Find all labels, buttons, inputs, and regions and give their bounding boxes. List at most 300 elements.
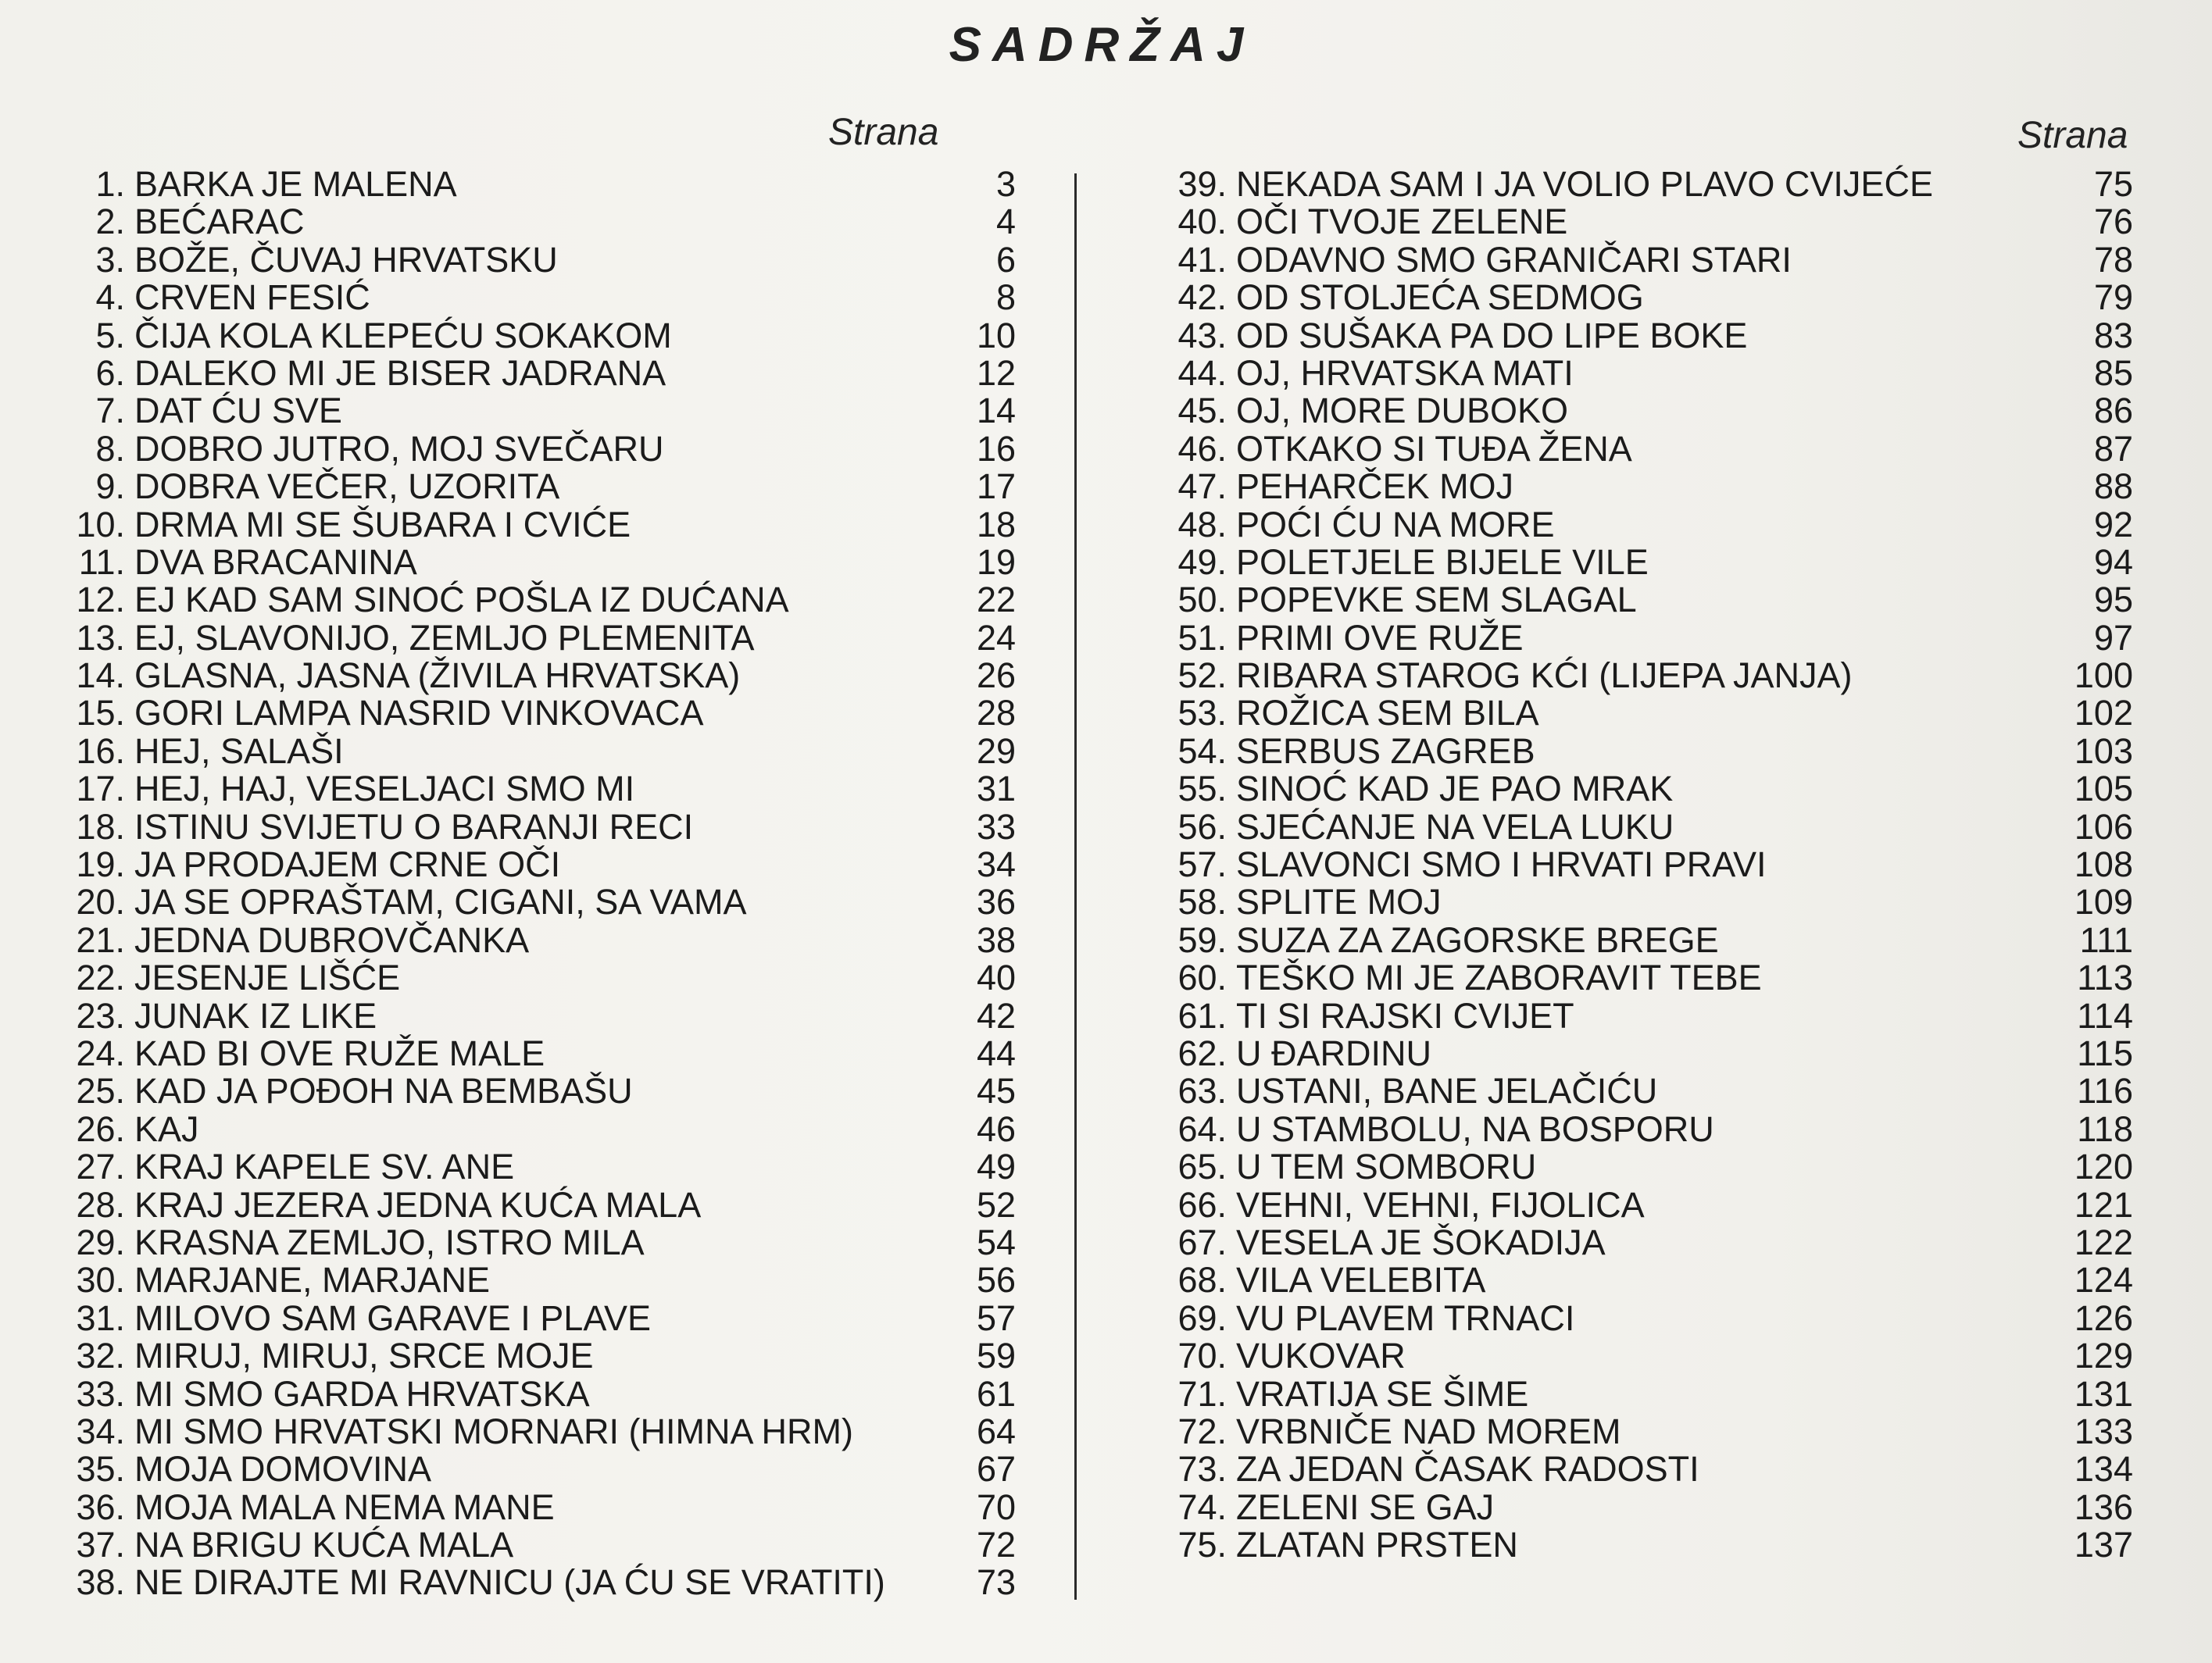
toc-entry <box>1156 846 2141 883</box>
toc-entry-number: 59. <box>1177 919 1227 960</box>
toc-entry <box>55 164 1016 204</box>
toc-entry-number: 49. <box>1177 541 1227 582</box>
toc-entry-title: ČIJA KOLA KLEPEĆU SOKAKOM <box>134 315 672 355</box>
toc-entry-page: 24 <box>976 617 1016 658</box>
toc-entry-number: 23. <box>76 995 125 1036</box>
toc-entry-number: 65. <box>1177 1147 1227 1187</box>
toc-entry <box>55 1147 1016 1187</box>
toc-entry-page: 64 <box>976 1411 1016 1451</box>
toc-entry-title: OTKAKO SI TUĐA ŽENA <box>1236 428 1632 469</box>
toc-entry-page: 31 <box>976 769 1016 809</box>
toc-entry <box>1156 997 2141 1035</box>
toc-entry-title: USTANI, BANE JELAČIĆU <box>1236 1071 1658 1112</box>
toc-entry <box>1156 1184 2141 1225</box>
toc-entry-number: 64. <box>1177 1108 1227 1149</box>
toc-entry-page: 45 <box>976 1071 1016 1112</box>
toc-entry-title: KRASNA ZEMLJO, ISTRO MILA <box>134 1222 645 1262</box>
toc-entry-page: 113 <box>2077 958 2133 998</box>
toc-entry-title: BOŽE, ČUVAJ HRVATSKU <box>134 239 558 280</box>
toc-entry-number: 19. <box>76 844 125 885</box>
toc-entry-page: 36 <box>976 882 1016 923</box>
toc-entry-number: 66. <box>1177 1184 1227 1225</box>
toc-entry-page: 26 <box>976 655 1016 696</box>
toc-entry-page: 72 <box>976 1525 1016 1565</box>
toc-entry <box>1156 808 2141 846</box>
toc-entry <box>55 391 1016 431</box>
toc-entry-page: 122 <box>2074 1222 2133 1262</box>
toc-entry <box>55 1260 1016 1301</box>
toc-entry-page: 16 <box>976 428 1016 469</box>
toc-entry-title: KAD BI OVE RUŽE MALE <box>134 1033 545 1073</box>
toc-entry-page: 97 <box>2093 617 2133 658</box>
toc-entry <box>1156 1108 2141 1149</box>
toc-entry-number: 61. <box>1177 995 1227 1036</box>
toc-entry-title: POLETJELE BIJELE VILE <box>1236 541 1649 582</box>
toc-entry-page: 103 <box>2074 730 2133 771</box>
toc-entry-title: JA PRODAJEM CRNE OČI <box>134 844 561 885</box>
toc-entry-page: 12 <box>976 352 1016 393</box>
toc-entry-title: SINOĆ KAD JE PAO MRAK <box>1236 769 1674 809</box>
toc-entry <box>1156 468 2141 505</box>
toc-entry <box>1156 1224 2141 1262</box>
toc-entry-number: 74. <box>1177 1486 1227 1527</box>
toc-entry-title: KRAJ JEZERA JEDNA KUĆA MALA <box>134 1184 702 1225</box>
toc-entry-title: U ĐARDINU <box>1236 1033 1432 1073</box>
toc-entry-title: VRATIJA SE ŠIME <box>1236 1373 1529 1414</box>
toc-entry <box>1156 317 2141 355</box>
toc-entry-number: 56. <box>1177 806 1227 847</box>
toc-entry-page: 4 <box>995 202 1016 242</box>
toc-entry <box>55 995 1016 1036</box>
toc-entry-page: 134 <box>2074 1449 2133 1490</box>
toc-entry-title: ZA JEDAN ČASAK RADOSTI <box>1236 1449 1699 1490</box>
toc-entry-page: 87 <box>2093 428 2133 469</box>
toc-entry-title: HEJ, SALAŠI <box>134 730 344 771</box>
toc-entry <box>55 1411 1016 1451</box>
toc-entry-title: MI SMO GARDA HRVATSKA <box>134 1373 590 1414</box>
toc-entry-page: 133 <box>2074 1411 2133 1451</box>
toc-entry-number: 21. <box>76 919 125 960</box>
toc-entry-title: BARKA JE MALENA <box>134 164 457 204</box>
toc-entry-number: 1. <box>95 164 125 204</box>
toc-entry-page: 106 <box>2074 806 2133 847</box>
toc-entry-page: 95 <box>2093 580 2133 620</box>
toc-entry-page: 118 <box>2077 1108 2133 1149</box>
toc-entry <box>1156 1035 2141 1072</box>
toc-entry-title: NA BRIGU KUĆA MALA <box>134 1525 514 1565</box>
toc-entry <box>1156 541 2141 582</box>
toc-entry-title: POPEVKE SEM SLAGAL <box>1236 580 1637 620</box>
toc-entry-number: 10. <box>76 504 125 544</box>
toc-entry-title: OČI TVOJE ZELENE <box>1236 202 1568 242</box>
toc-entry-page: 75 <box>2093 164 2133 204</box>
toc-entry-page: 67 <box>976 1449 1016 1490</box>
toc-entry-page: 17 <box>976 466 1016 507</box>
toc-entry <box>1156 1262 2141 1299</box>
toc-entry-title: NE DIRAJTE MI RAVNICU (JA ĆU SE VRATITI) <box>134 1562 885 1603</box>
toc-entry-number: 73. <box>1177 1449 1227 1490</box>
toc-entry-page: 46 <box>976 1108 1016 1149</box>
toc-entry-number: 16. <box>76 730 125 771</box>
toc-entry-page: 109 <box>2074 882 2133 923</box>
toc-entry <box>55 504 1016 544</box>
toc-entry-page: 111 <box>2079 919 2133 960</box>
toc-entry-number: 75. <box>1177 1525 1227 1565</box>
toc-entry-number: 3. <box>95 239 125 280</box>
toc-left-column <box>55 164 1016 1603</box>
toc-entry <box>55 919 1016 960</box>
toc-entry-title: PEHARČEK MOJ <box>1236 466 1514 507</box>
toc-entry <box>55 580 1016 620</box>
toc-entry-number: 35. <box>76 1449 125 1490</box>
toc-entry-number: 12. <box>76 580 125 620</box>
toc-entry-page: 126 <box>2074 1297 2133 1338</box>
toc-entry-title: VEHNI, VEHNI, FIJOLICA <box>1236 1184 1645 1225</box>
toc-entry-number: 5. <box>95 315 125 355</box>
toc-entry-title: MARJANE, MARJANE <box>134 1260 491 1301</box>
toc-entry <box>55 428 1016 469</box>
toc-entry <box>1156 919 2141 960</box>
toc-entry <box>1156 770 2141 808</box>
toc-entry <box>1156 1297 2141 1338</box>
toc-entry-number: 53. <box>1177 693 1227 733</box>
toc-entry-number: 58. <box>1177 882 1227 923</box>
toc-entry <box>55 730 1016 771</box>
toc-entry-page: 115 <box>2077 1033 2133 1073</box>
toc-entry-number: 28. <box>76 1184 125 1225</box>
toc-entry-title: OJ, HRVATSKA MATI <box>1236 352 1574 393</box>
toc-entry-title: SERBUS ZAGREB <box>1236 730 1535 771</box>
toc-entry <box>55 617 1016 658</box>
toc-entry <box>55 1108 1016 1149</box>
toc-entry <box>1156 657 2141 694</box>
toc-entry <box>55 1525 1016 1565</box>
toc-entry-number: 11. <box>78 541 125 582</box>
toc-entry-number: 55. <box>1177 769 1227 809</box>
toc-entry-title: VESELA JE ŠOKADIJA <box>1236 1222 1606 1262</box>
toc-entry-title: JUNAK IZ LIKE <box>134 995 377 1036</box>
toc-entry-title: VUKOVAR <box>1236 1336 1406 1376</box>
toc-entry-page: 88 <box>2093 466 2133 507</box>
toc-entry-title: TI SI RAJSKI CVIJET <box>1236 995 1574 1036</box>
toc-entry-number: 69. <box>1177 1297 1227 1338</box>
toc-entry <box>55 769 1016 809</box>
toc-entry-number: 68. <box>1177 1260 1227 1301</box>
toc-right-column <box>1156 166 2141 1564</box>
toc-entry <box>55 541 1016 582</box>
toc-entry-title: MIRUJ, MIRUJ, SRCE MOJE <box>134 1336 594 1376</box>
toc-entry-number: 54. <box>1177 730 1227 771</box>
toc-entry-number: 34. <box>76 1411 125 1451</box>
toc-entry-page: 114 <box>2077 995 2133 1036</box>
toc-entry-title: VU PLAVEM TRNACI <box>1236 1297 1575 1338</box>
toc-entry-page: 137 <box>2074 1525 2133 1565</box>
toc-entry-number: 52. <box>1177 655 1227 696</box>
toc-entry-page: 79 <box>2093 277 2133 318</box>
toc-entry-title: KAD JA POĐOH NA BEMBAŠU <box>134 1071 633 1112</box>
toc-entry-number: 46. <box>1177 428 1227 469</box>
toc-entry-page: 86 <box>2093 391 2133 431</box>
toc-entry-number: 60. <box>1177 958 1227 998</box>
toc-entry-title: VILA VELEBITA <box>1236 1260 1486 1301</box>
toc-entry-number: 22. <box>76 958 125 998</box>
toc-entry-title: PRIMI OVE RUŽE <box>1236 617 1524 658</box>
toc-entry <box>1156 1526 2141 1564</box>
toc-entry-number: 38. <box>76 1562 125 1603</box>
toc-entry <box>55 202 1016 242</box>
toc-entry-number: 2. <box>95 202 125 242</box>
toc-entry <box>1156 241 2141 279</box>
toc-entry-title: MILOVO SAM GARAVE I PLAVE <box>134 1297 652 1338</box>
toc-entry <box>1156 279 2141 316</box>
toc-entry-number: 63. <box>1177 1071 1227 1112</box>
toc-entry <box>1156 506 2141 544</box>
toc-entry-title: EJ, SLAVONIJO, ZEMLJO PLEMENITA <box>134 617 755 658</box>
toc-entry <box>1156 1337 2141 1375</box>
toc-entry-title: KRAJ KAPELE SV. ANE <box>134 1147 515 1187</box>
toc-entry-number: 15. <box>76 693 125 733</box>
toc-entry-title: OD STOLJEĆA SEDMOG <box>1236 277 1644 318</box>
toc-entry-page: 124 <box>2074 1260 2133 1301</box>
toc-entry <box>1156 430 2141 468</box>
toc-entry-page: 6 <box>995 239 1016 280</box>
toc-entry <box>55 352 1016 393</box>
toc-entry <box>1156 1451 2141 1488</box>
toc-entry-title: RIBARA STAROG KĆI (LIJEPA JANJA) <box>1236 655 1853 696</box>
toc-entry-title: JESENJE LIŠĆE <box>134 958 401 998</box>
toc-entry-title: ZLATAN PRSTEN <box>1236 1525 1518 1565</box>
toc-entry-title: ISTINU SVIJETU O BARANJI RECI <box>134 806 694 847</box>
toc-entry-page: 57 <box>976 1297 1016 1338</box>
toc-entry-number: 17. <box>76 769 125 809</box>
toc-entry-title: POĆI ĆU NA MORE <box>1236 504 1555 544</box>
toc-entry-title: SLAVONCI SMO I HRVATI PRAVI <box>1236 844 1767 885</box>
toc-entry-number: 72. <box>1177 1411 1227 1451</box>
toc-entry-page: 33 <box>976 806 1016 847</box>
toc-entry-title: KAJ <box>134 1108 199 1149</box>
toc-entry <box>55 1222 1016 1262</box>
toc-entry-number: 47. <box>1177 466 1227 507</box>
toc-entry <box>1156 166 2141 203</box>
toc-entry-page: 85 <box>2093 352 2133 393</box>
toc-entry-title: HEJ, HAJ, VESELJACI SMO MI <box>134 769 635 809</box>
toc-entry-title: JA SE OPRAŠTAM, CIGANI, SA VAMA <box>134 882 747 923</box>
toc-entry-page: 34 <box>976 844 1016 885</box>
toc-entry-page: 76 <box>2093 202 2133 242</box>
toc-entry <box>1156 959 2141 997</box>
toc-entry-page: 83 <box>2093 315 2133 355</box>
toc-entry-title: DOBRO JUTRO, MOJ SVEČARU <box>134 428 664 469</box>
toc-entry-page: 8 <box>995 277 1016 318</box>
toc-entry-title: JEDNA DUBROVČANKA <box>134 919 530 960</box>
toc-entry <box>55 1297 1016 1338</box>
toc-entry-page: 59 <box>976 1336 1016 1376</box>
toc-entry-number: 33. <box>76 1373 125 1414</box>
toc-entry-number: 9. <box>95 466 125 507</box>
toc-entry-page: 29 <box>976 730 1016 771</box>
toc-entry-number: 26. <box>76 1108 125 1149</box>
toc-entry-page: 19 <box>976 541 1016 582</box>
toc-entry-title: DAT ĆU SVE <box>134 391 342 431</box>
toc-entry <box>55 1562 1016 1603</box>
toc-entry-number: 7. <box>95 391 125 431</box>
toc-entry <box>55 693 1016 733</box>
toc-entry <box>55 655 1016 696</box>
toc-entry-title: MI SMO HRVATSKI MORNARI (HIMNA HRM) <box>134 1411 854 1451</box>
toc-entry-number: 25. <box>76 1071 125 1112</box>
toc-entry-page: 56 <box>976 1260 1016 1301</box>
toc-entry-number: 42. <box>1177 277 1227 318</box>
column-divider <box>1074 173 1077 1600</box>
toc-entry-number: 32. <box>76 1336 125 1376</box>
toc-entry-title: BEĆARAC <box>134 202 305 242</box>
toc-entry-number: 51. <box>1177 617 1227 658</box>
toc-entry-title: MOJA MALA NEMA MANE <box>134 1486 555 1527</box>
toc-entry-page: 22 <box>976 580 1016 620</box>
toc-entry <box>55 844 1016 885</box>
toc-entry-title: OD SUŠAKA PA DO LIPE BOKE <box>1236 315 1748 355</box>
toc-entry <box>55 315 1016 355</box>
toc-entry-number: 30. <box>76 1260 125 1301</box>
toc-entry-number: 29. <box>76 1222 125 1262</box>
toc-entry-number: 50. <box>1177 580 1227 620</box>
toc-entry <box>55 806 1016 847</box>
toc-entry-number: 44. <box>1177 352 1227 393</box>
toc-entry-page: 78 <box>2093 239 2133 280</box>
toc-entry <box>1156 1486 2141 1527</box>
toc-entry <box>1156 730 2141 771</box>
toc-entry <box>55 1033 1016 1073</box>
toc-entry-page: 28 <box>976 693 1016 733</box>
toc-entry-number: 62. <box>1177 1033 1227 1073</box>
toc-entry <box>1156 1072 2141 1110</box>
toc-entry-title: DVA BRACANINA <box>134 541 417 582</box>
left-page-column-header: Strana <box>828 112 939 153</box>
toc-entry-page: 44 <box>976 1033 1016 1073</box>
toc-entry <box>55 1184 1016 1225</box>
toc-entry-title: EJ KAD SAM SINOĆ POŠLA IZ DUĆANA <box>134 580 789 620</box>
toc-entry-page: 70 <box>976 1486 1016 1527</box>
toc-entry-title: U TEM SOMBORU <box>1236 1147 1537 1187</box>
toc-entry-number: 8. <box>95 428 125 469</box>
toc-entry-number: 57. <box>1177 844 1227 885</box>
toc-entry-number: 27. <box>76 1147 125 1187</box>
toc-entry-page: 116 <box>2077 1071 2133 1112</box>
toc-entry-title: DOBRA VEČER, UZORITA <box>134 466 560 507</box>
toc-entry-number: 18. <box>76 806 125 847</box>
toc-entry <box>1156 392 2141 430</box>
page-title: SADRŽAJ <box>949 18 1255 72</box>
toc-entry <box>55 1373 1016 1414</box>
toc-entry <box>55 1071 1016 1112</box>
toc-entry-number: 24. <box>76 1033 125 1073</box>
toc-entry-number: 20. <box>76 882 125 923</box>
toc-entry-number: 13. <box>76 617 125 658</box>
toc-entry-page: 73 <box>976 1562 1016 1603</box>
toc-entry-title: ZELENI SE GAJ <box>1236 1486 1495 1527</box>
toc-entry-title: GLASNA, JASNA (ŽIVILA HRVATSKA) <box>134 655 741 696</box>
toc-entry <box>55 1449 1016 1490</box>
toc-entry-number: 71. <box>1177 1373 1227 1414</box>
toc-entry-title: ROŽICA SEM BILA <box>1236 693 1539 733</box>
toc-entry-number: 45. <box>1177 391 1227 431</box>
toc-entry-page: 100 <box>2074 655 2133 696</box>
toc-entry-number: 14. <box>76 655 125 696</box>
toc-entry-title: CRVEN FESIĆ <box>134 277 370 318</box>
toc-entry-title: GORI LAMPA NASRID VINKOVACA <box>134 693 704 733</box>
toc-entry-title: SPLITE MOJ <box>1236 882 1442 923</box>
toc-entry-page: 108 <box>2074 844 2133 885</box>
toc-entry-page: 131 <box>2074 1373 2133 1414</box>
right-page-column-header: Strana <box>2017 115 2128 156</box>
toc-entry-page: 54 <box>976 1222 1016 1262</box>
toc-entry-number: 67. <box>1177 1222 1227 1262</box>
toc-entry-number: 36. <box>76 1486 125 1527</box>
toc-entry-number: 6. <box>95 352 125 393</box>
toc-entry-number: 40. <box>1177 202 1227 242</box>
toc-entry-title: DALEKO MI JE BISER JADRANA <box>134 352 666 393</box>
toc-entry-number: 70. <box>1177 1336 1227 1376</box>
toc-entry-title: ODAVNO SMO GRANIČARI STARI <box>1236 239 1792 280</box>
toc-entry-title: VRBNIČE NAD MOREM <box>1236 1411 1621 1451</box>
toc-entry-page: 14 <box>976 391 1016 431</box>
toc-entry <box>1156 1148 2141 1186</box>
toc-entry <box>1156 352 2141 393</box>
toc-entry-title: NEKADA SAM I JA VOLIO PLAVO CVIJEĆE <box>1236 164 1933 204</box>
toc-entry <box>1156 203 2141 241</box>
toc-entry-number: 31. <box>76 1297 125 1338</box>
toc-entry-page: 92 <box>2093 504 2133 544</box>
toc-entry <box>55 882 1016 923</box>
toc-entry-page: 3 <box>995 164 1016 204</box>
toc-entry-page: 40 <box>976 958 1016 998</box>
toc-entry-title: SUZA ZA ZAGORSKE BREGE <box>1236 919 1719 960</box>
toc-entry <box>1156 1413 2141 1451</box>
toc-entry-page: 102 <box>2074 693 2133 733</box>
toc-entry-number: 48. <box>1177 504 1227 544</box>
toc-entry-page: 49 <box>976 1147 1016 1187</box>
toc-entry-page: 10 <box>976 315 1016 355</box>
toc-entry-page: 120 <box>2074 1147 2133 1187</box>
toc-entry <box>55 277 1016 318</box>
toc-entry <box>55 239 1016 280</box>
toc-entry <box>55 958 1016 998</box>
toc-entry-page: 129 <box>2074 1336 2133 1376</box>
toc-entry-title: TEŠKO MI JE ZABORAVIT TEBE <box>1236 958 1762 998</box>
toc-entry-page: 105 <box>2074 769 2133 809</box>
toc-entry-page: 94 <box>2093 541 2133 582</box>
toc-entry-number: 4. <box>95 277 125 318</box>
toc-entry-number: 43. <box>1177 315 1227 355</box>
toc-entry <box>1156 694 2141 732</box>
toc-entry-title: OJ, MORE DUBOKO <box>1236 391 1569 431</box>
toc-entry <box>1156 1373 2141 1414</box>
toc-entry-number: 39. <box>1177 164 1227 204</box>
toc-entry-title: SJEĆANJE NA VELA LUKU <box>1236 806 1674 847</box>
toc-entry <box>55 466 1016 507</box>
toc-entry-title: MOJA DOMOVINA <box>134 1449 432 1490</box>
toc-entry-number: 37. <box>76 1525 125 1565</box>
toc-entry-page: 52 <box>976 1184 1016 1225</box>
toc-entry <box>55 1486 1016 1527</box>
toc-entry-page: 121 <box>2074 1184 2133 1225</box>
toc-entry-page: 18 <box>976 504 1016 544</box>
toc-entry <box>1156 883 2141 921</box>
toc-entry <box>1156 619 2141 657</box>
toc-entry <box>55 1336 1016 1376</box>
toc-entry <box>1156 581 2141 619</box>
toc-entry-title: U STAMBOLU, NA BOSPORU <box>1236 1108 1714 1149</box>
